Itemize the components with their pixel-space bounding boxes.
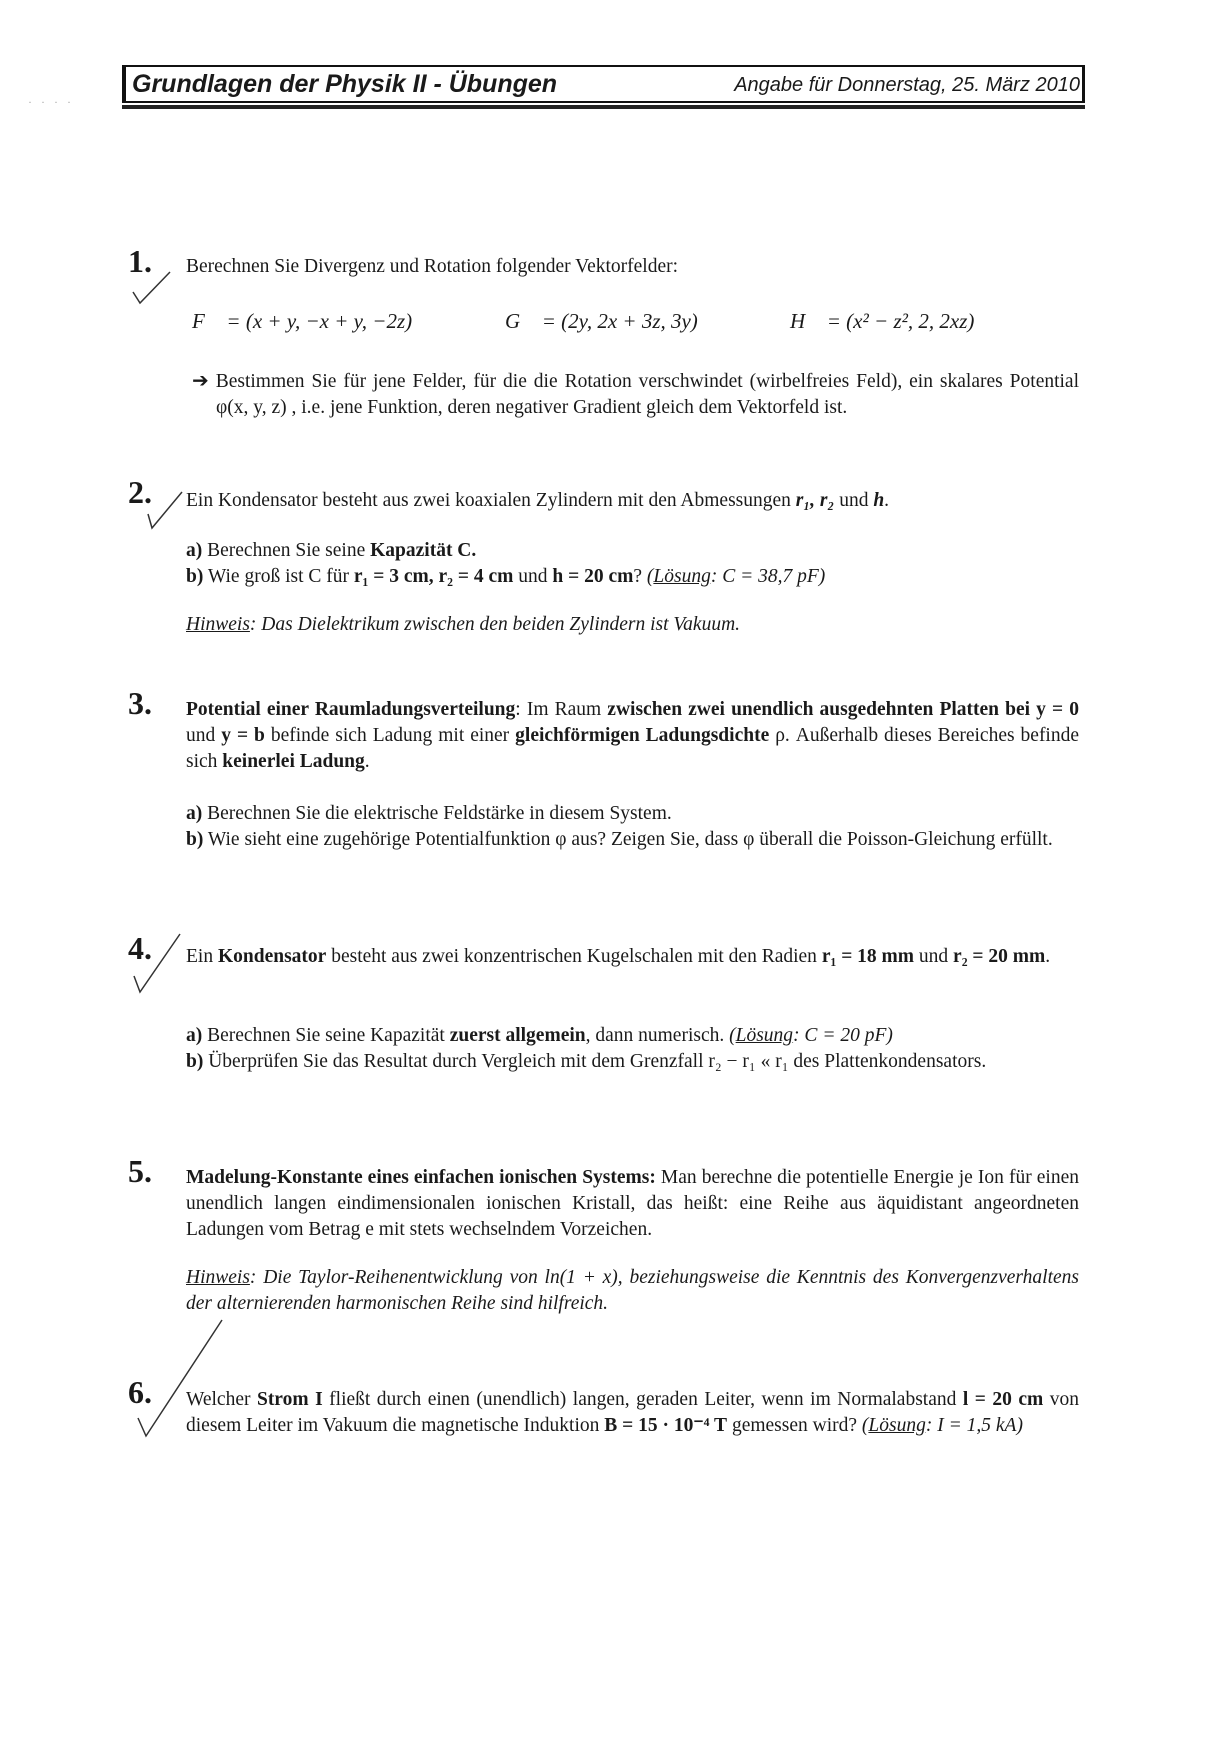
task-number: 3.	[128, 685, 152, 721]
formula-f: F⃗ = (x + y, −x + y, −2z)	[192, 309, 413, 333]
task-intro: Berechnen Sie Divergenz und Rotation folgender Vektorfelder:	[186, 256, 679, 277]
subitem-a: a) Berechnen Sie seine Kapazität zuerst allgemein, dann numerisch. (Lösung: C = 20 pF)	[186, 1025, 893, 1046]
arrow-right-icon: ➔	[192, 370, 209, 392]
formula-g: G⃗ = (2y, 2x + 3z, 3y)	[505, 309, 698, 333]
subitem-b: b) Wie sieht eine zugehörige Potentialfunktion φ aus? Zeigen Sie, dass φ überall die Poisson-Gleichung erfüllt.	[186, 829, 1053, 850]
task-intro: Welcher Strom I fließt durch einen (unendlich) langen, geraden Leiter, wenn im Normalabstand l = 20 cm von diesem Leiter im Vakuum die magnetische Induktion B = 15 · 10⁻⁴ T gemessen wird? (Lösung: I = 1,5 kA)	[186, 1389, 1079, 1436]
task-number: 2.	[128, 474, 152, 510]
subitem-a: a) Berechnen Sie seine Kapazität C.	[186, 540, 477, 561]
subitem-a: a) Berechnen Sie die elektrische Feldstärke in diesem System.	[186, 803, 672, 824]
checkmark-icon	[130, 932, 186, 998]
task-number: 6.	[128, 1374, 152, 1410]
task-number: 4.	[128, 930, 152, 966]
checkmark-icon	[142, 488, 192, 532]
task-intro: Ein Kondensator besteht aus zwei konzentrischen Kugelschalen mit den Radien r₁ = 18 mm und r₂ = 20 mm.	[186, 946, 1051, 967]
subitem-b: b) Überprüfen Sie das Resultat durch Vergleich mit dem Grenzfall r₂ − r₁ « r₁ des Plattenkondensators.	[186, 1051, 987, 1072]
task-arrow-text: ➔ Bestimmen Sie für jene Felder, für die die Rotation verschwindet (wirbelfreies Feld), ein skalares Potential φ(x, y, z) , i.e. jene Funktion, deren negativer Gradient gleich dem Vektorfeld ist.	[192, 370, 1080, 418]
task-subitems	[186, 538, 1079, 590]
header-date: Angabe für Donnerstag, 25. März 2010	[734, 74, 1080, 96]
checkmark-icon	[128, 270, 178, 310]
task-hint: Hinweis: Die Taylor-Reihenentwicklung von ln(1 + x), beziehungsweise die Kenntnis des Konvergenzverhaltens der alternierenden harmonischen Reihe sind hilfreich.	[186, 1267, 1079, 1314]
task-number: 1.	[128, 243, 152, 279]
formula-h: H⃗ = (x² − z², 2, 2xz)	[790, 309, 975, 333]
subitem-b: b) Wie groß ist C für r₁ = 3 cm, r₂ = 4 cm und h = 20 cm? (Lösung: C = 38,7 pF)	[186, 566, 826, 587]
task-intro: Potential einer Raumladungsverteilung: Im Raum zwischen zwei unendlich ausgedehnten Platten bei y = 0 und y = b befinde sich Ladung mit einer gleichförmigen Ladungsdichte ρ. Außerhalb dieses Bereiches befinde sich keinerlei Ladung.	[186, 699, 1080, 772]
scan-artifact: · · · ·	[28, 95, 74, 109]
task-hint: Hinweis: Das Dielektrikum zwischen den beiden Zylindern ist Vakuum.	[186, 614, 741, 635]
task-intro: Ein Kondensator besteht aus zwei koaxialen Zylindern mit den Abmessungen r₁, r₂ und h.	[186, 490, 890, 511]
task-subitems	[186, 801, 1079, 853]
task-subitems	[186, 1023, 1079, 1075]
header-rule	[122, 105, 1085, 109]
task-intro: Madelung-Konstante eines einfachen ionischen Systems: Man berechne die potentielle Energie je Ion für einen unendlich langen eindimensionalen ionischen Kristall, das heißt: eine Reihe aus äquidistant angeordneten Ladungen vom Betrag e mit stets wechselndem Vorzeichen.	[186, 1167, 1079, 1240]
task-number: 5.	[128, 1153, 152, 1189]
page-title: Grundlagen der Physik II - Übungen	[132, 70, 558, 98]
